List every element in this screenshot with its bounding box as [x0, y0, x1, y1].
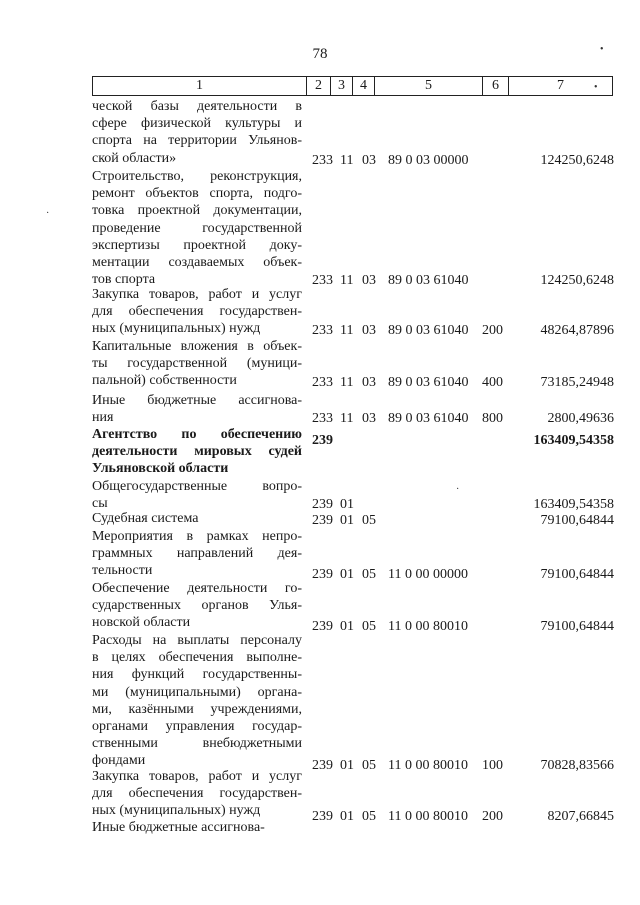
description-line: сфере физической культуры и	[92, 116, 302, 132]
description-line: ных (муниципальных) нужд	[92, 803, 261, 819]
cell-c2: 239	[312, 619, 333, 634]
description-line: для обеспечения государствен-	[92, 786, 302, 802]
header-col-4: 4	[353, 77, 375, 95]
cell-c7: 48264,87896	[540, 323, 614, 338]
cell-c2: 239	[312, 567, 333, 582]
description-line: Общегосударственные вопро-	[92, 479, 302, 494]
cell-c5: 89 0 03 61040	[388, 323, 469, 338]
header-col-3: 3	[331, 77, 353, 95]
cell-c2: 239	[312, 433, 333, 448]
description-line: ственными внебюджетными	[92, 736, 302, 752]
header-col-2: 2	[307, 77, 331, 95]
cell-c7: 163409,54358	[533, 433, 614, 448]
cell-c6: 100	[482, 758, 503, 773]
description-line: ремонт объектов спорта, подго-	[92, 186, 302, 202]
cell-c2: 233	[312, 273, 333, 288]
cell-c4: 05	[362, 809, 376, 824]
cell-c3: 11	[340, 375, 354, 390]
description-line: деятельности мировых судей	[92, 444, 302, 460]
description-line: новской области	[92, 615, 191, 631]
cell-c3: 01	[340, 567, 354, 582]
cell-c7: 8207,66845	[547, 809, 614, 824]
cell-c3: 11	[340, 273, 354, 288]
description-line: Строительство, реконструкция,	[92, 169, 302, 184]
cell-c4: 05	[362, 513, 376, 528]
cell-c7: 163409,54358	[533, 497, 614, 512]
table-row-description	[92, 98, 302, 167]
cell-c5: 11 0 00 80010	[388, 758, 468, 773]
description-line: тов спорта	[92, 272, 156, 288]
cell-c6: 200	[482, 809, 503, 824]
cell-c5: 89 0 03 00000	[388, 153, 469, 168]
table-row-description	[92, 286, 302, 338]
description-line: ных (муниципальных) нужд	[92, 321, 261, 337]
cell-c3: 01	[340, 619, 354, 634]
table-row-description	[92, 632, 302, 770]
table-row-description	[92, 426, 302, 478]
scan-speck: ·	[456, 484, 460, 495]
cell-c4: 03	[362, 323, 376, 338]
cell-c7: 124250,6248	[540, 273, 614, 288]
table-header-row	[92, 76, 613, 96]
description-line: граммных направлений дея-	[92, 546, 302, 562]
cell-c6: 400	[482, 375, 503, 390]
table-row-description	[92, 392, 302, 426]
cell-c7: 124250,6248	[540, 153, 614, 168]
cell-c4: 03	[362, 153, 376, 168]
description-line: Закупка товаров, работ и услуг	[92, 287, 302, 302]
table-row-description	[92, 510, 302, 527]
description-line: ния	[92, 410, 114, 426]
cell-c5: 11 0 00 80010	[388, 809, 468, 824]
page-number: 78	[312, 46, 328, 62]
description-line: ментации создаваемых объек-	[92, 255, 302, 271]
cell-c6: 200	[482, 323, 503, 338]
description-line: Иные бюджетные ассигнова-	[92, 393, 302, 408]
cell-c4: 03	[362, 273, 376, 288]
cell-c4: 03	[362, 375, 376, 390]
description-line: Судебная система	[92, 511, 199, 526]
description-line: пальной) собственности	[92, 373, 237, 389]
description-line: проведение государственной	[92, 220, 302, 236]
cell-c2: 239	[312, 513, 333, 528]
table-row-description	[92, 580, 302, 632]
cell-c7: 70828,83566	[540, 758, 614, 773]
description-line: в целях обеспечения выполне-	[92, 650, 302, 666]
description-line: Капитальные вложения в объек-	[92, 339, 302, 354]
cell-c7: 79100,64844	[540, 619, 614, 634]
table-row-description	[92, 819, 302, 836]
cell-c2: 233	[312, 375, 333, 390]
cell-c2: 239	[312, 809, 333, 824]
description-line: органами управления государ-	[92, 719, 302, 735]
cell-c2: 233	[312, 153, 333, 168]
cell-c7: 2800,49636	[547, 411, 614, 426]
cell-c3: 01	[340, 497, 354, 512]
cell-c5: 89 0 03 61040	[388, 375, 469, 390]
table-row-description	[92, 168, 302, 288]
description-line: ской области»	[92, 150, 177, 166]
description-line: фондами	[92, 753, 146, 769]
cell-c6: 800	[482, 411, 503, 426]
description-line: экспертизы проектной доку-	[92, 237, 302, 253]
cell-c3: 11	[340, 411, 354, 426]
header-col-7: 7	[557, 78, 564, 93]
table-row-description	[92, 478, 302, 512]
description-line: тельности	[92, 563, 153, 579]
description-line: Закупка товаров, работ и услуг	[92, 769, 302, 784]
description-line: Расходы на выплаты персоналу	[92, 633, 302, 648]
description-line: сы	[92, 496, 108, 512]
description-line: товка проектной документации,	[92, 203, 302, 219]
description-line: для обеспечения государствен-	[92, 304, 302, 320]
cell-c3: 01	[340, 513, 354, 528]
cell-c5: 89 0 03 61040	[388, 411, 469, 426]
cell-c3: 11	[340, 153, 354, 168]
description-line: ми, казёнными учреждениями,	[92, 701, 302, 717]
cell-c7: 79100,64844	[540, 513, 614, 528]
description-line: Мероприятия в рамках непро-	[92, 529, 302, 544]
cell-c3: 11	[340, 323, 354, 338]
cell-c5: 11 0 00 80010	[388, 619, 468, 634]
scan-speck: •	[594, 82, 598, 93]
cell-c2: 239	[312, 497, 333, 512]
cell-c4: 05	[362, 619, 376, 634]
cell-c2: 233	[312, 411, 333, 426]
header-col-5: 5	[375, 77, 483, 95]
cell-c4: 05	[362, 567, 376, 582]
description-line: Иные бюджетные ассигнова-	[92, 820, 265, 835]
cell-c7: 73185,24948	[540, 375, 614, 390]
description-line: Агентство по обеспечению	[92, 427, 302, 442]
table-row-description	[92, 338, 302, 390]
description-line: ческой базы деятельности в	[92, 99, 302, 114]
description-line: ми (муниципальными) органа-	[92, 684, 302, 700]
cell-c7: 79100,64844	[540, 567, 614, 582]
description-line: Обеспечение деятельности го-	[92, 581, 302, 596]
cell-c4: 03	[362, 411, 376, 426]
scan-speck: •	[600, 44, 604, 55]
table-row-description	[92, 768, 302, 820]
cell-c3: 01	[340, 809, 354, 824]
header-col-6: 6	[483, 77, 509, 95]
description-line: сударственных органов Улья-	[92, 598, 302, 614]
table-row-description	[92, 528, 302, 580]
description-line: спорта на территории Ульянов-	[92, 133, 302, 149]
cell-c3: 01	[340, 758, 354, 773]
description-line: ты государственной (муници-	[92, 356, 302, 372]
cell-c5: 89 0 03 61040	[388, 273, 469, 288]
cell-c4: 05	[362, 758, 376, 773]
cell-c2: 233	[312, 323, 333, 338]
cell-c5: 11 0 00 00000	[388, 567, 468, 582]
description-line: ния функций государственны-	[92, 667, 302, 683]
header-col-1: 1	[93, 77, 307, 95]
scan-speck: ·	[46, 208, 50, 219]
cell-c2: 239	[312, 758, 333, 773]
description-line: Ульяновской области	[92, 461, 229, 477]
